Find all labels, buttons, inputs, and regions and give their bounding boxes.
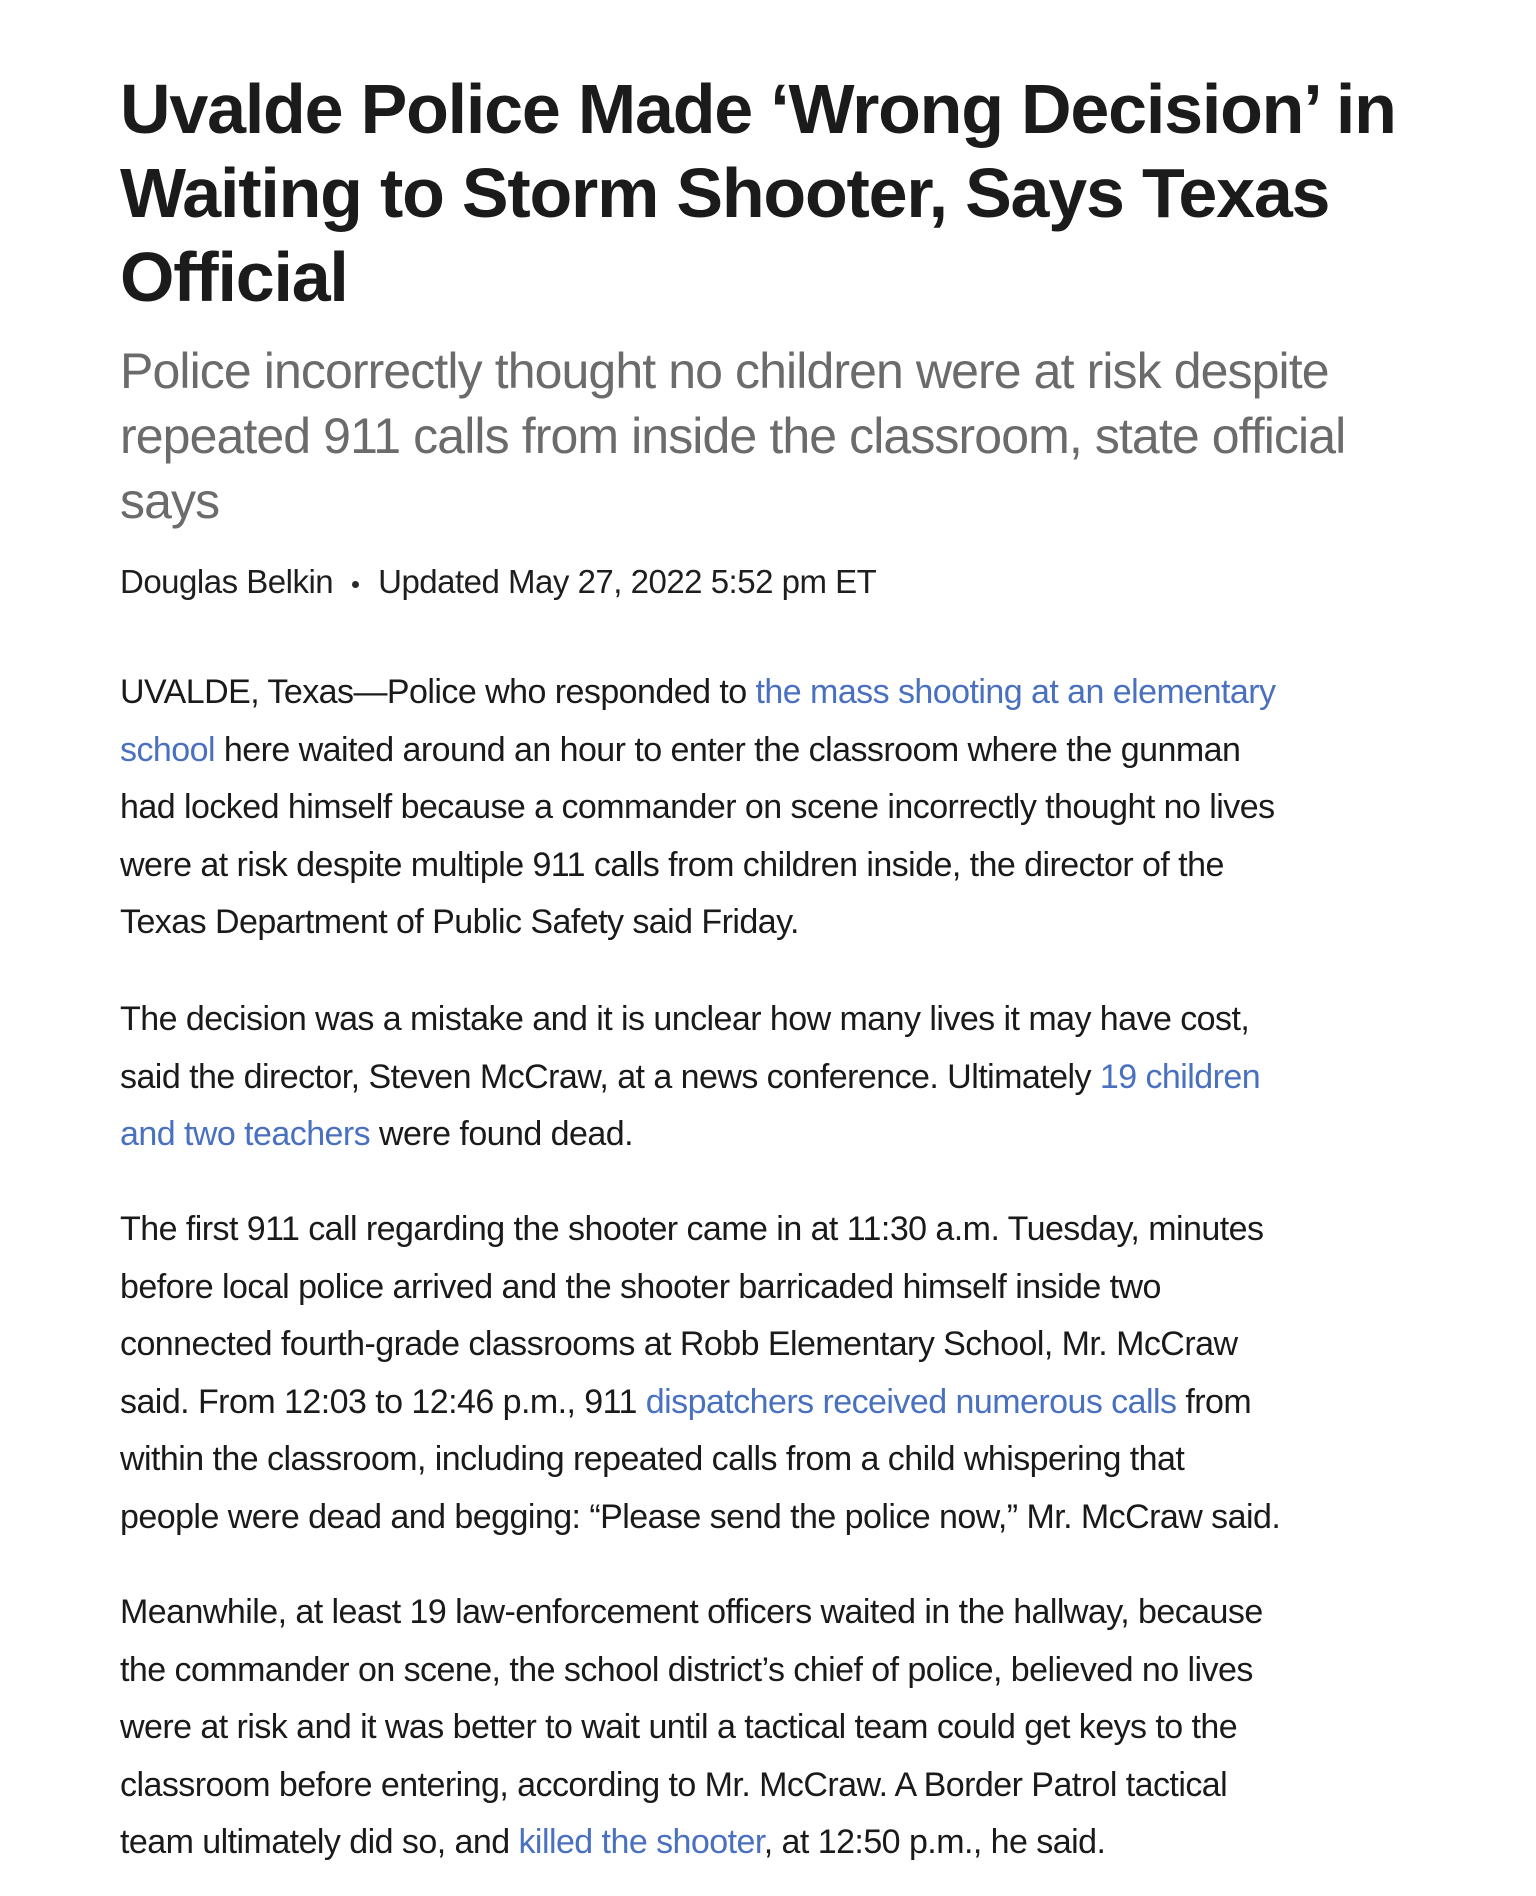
body-text: people were dead and begging: “Please send the police now,” Mr. McCraw said. [120, 1497, 1281, 1536]
paragraph-line [120, 1814, 1420, 1872]
byline [120, 559, 1420, 605]
paragraph-line [120, 1374, 1420, 1432]
body-text: before local police arrived and the shooter barricaded himself inside two [120, 1267, 1161, 1306]
body-text: from [1176, 1382, 1252, 1421]
paragraph-line [120, 1431, 1420, 1489]
paragraph-line [120, 837, 1420, 895]
paragraph-line [120, 1642, 1420, 1700]
body-text: within the classroom, including repeated calls from a child whispering that [120, 1440, 1185, 1479]
headline-line: Uvalde Police Made ‘Wrong Decision’ in [120, 70, 1396, 148]
body-text: said the director, Steven McCraw, at a news conference. Ultimately [120, 1057, 1100, 1096]
bullet-dot-icon [352, 581, 359, 588]
body-text: the commander on scene, the school district’s chief of police, believed no lives [120, 1650, 1253, 1689]
body-text: Meanwhile, at least 19 law-enforcement officers waited in the hallway, because [120, 1593, 1263, 1631]
body-text: connected fourth-grade classrooms at Robb Elementary School, Mr. McCraw [120, 1325, 1238, 1364]
subheadline [120, 339, 1420, 534]
body-text: were found dead. [370, 1115, 633, 1154]
inline-article-link[interactable]: the mass shooting at an elementary [755, 673, 1276, 711]
paragraph-line [120, 991, 1420, 1049]
body-text: classroom before entering, according to Mr. McCraw. A Border Patrol tactical [120, 1765, 1228, 1804]
paragraph-line [120, 1699, 1420, 1757]
body-text: had locked himself because a commander on scene incorrectly thought no lives [120, 788, 1275, 827]
body-text: , at 12:50 p.m., he said. [763, 1823, 1106, 1862]
headline [120, 67, 1420, 319]
paragraph [120, 664, 1420, 952]
subheadline-line: Police incorrectly thought no children were at risk despite [120, 343, 1329, 399]
paragraph [120, 1584, 1420, 1872]
paragraph-line [120, 1316, 1420, 1374]
inline-article-link[interactable]: killed the shooter [518, 1823, 764, 1862]
paragraph [120, 991, 1420, 1164]
body-text: The first 911 call regarding the shooter came in at 11:30 a.m. Tuesday, minutes [120, 1210, 1264, 1248]
paragraph-line [120, 664, 1420, 722]
inline-article-link[interactable]: 19 children [1099, 1057, 1261, 1096]
updated-timestamp: Updated May 27, 2022 5:52 pm ET [378, 563, 877, 600]
headline-line: Official [120, 238, 348, 316]
paragraph-line [120, 779, 1420, 837]
paragraph [120, 1201, 1420, 1547]
author-name[interactable]: Douglas Belkin [120, 563, 334, 600]
body-text: were at risk and it was better to wait until a tactical team could get keys to the [120, 1708, 1238, 1747]
body-text: here waited around an hour to enter the classroom where the gunman [214, 730, 1241, 769]
inline-article-link[interactable]: school [120, 730, 215, 769]
subheadline-line: says [120, 473, 220, 529]
body-text: UVALDE, Texas—Police who responded to [120, 673, 756, 711]
inline-article-link[interactable]: dispatchers received numerous calls [645, 1382, 1177, 1421]
paragraph-line [120, 1757, 1420, 1815]
paragraph-line [120, 894, 1420, 952]
paragraph-line [120, 1259, 1420, 1317]
body-text: Texas Department of Public Safety said Friday. [120, 903, 799, 942]
subheadline-line: repeated 911 calls from inside the classroom, state official [120, 408, 1346, 464]
body-text: The decision was a mistake and it is unclear how many lives it may have cost, [120, 1000, 1250, 1038]
body-text: said. From 12:03 to 12:46 p.m., 911 [120, 1382, 646, 1421]
body-text: were at risk despite multiple 911 calls from children inside, the director of the [120, 845, 1224, 884]
paragraph-line [120, 1049, 1420, 1107]
paragraph-line [120, 1201, 1420, 1259]
body-text: team ultimately did so, and [120, 1823, 519, 1862]
paragraph-line [120, 1489, 1420, 1547]
paragraph-line [120, 1584, 1420, 1642]
inline-article-link[interactable]: and two teachers [120, 1115, 371, 1154]
paragraph-line [120, 722, 1420, 780]
paragraph-line [120, 1106, 1420, 1164]
headline-line: Waiting to Storm Shooter, Says Texas [120, 154, 1330, 232]
